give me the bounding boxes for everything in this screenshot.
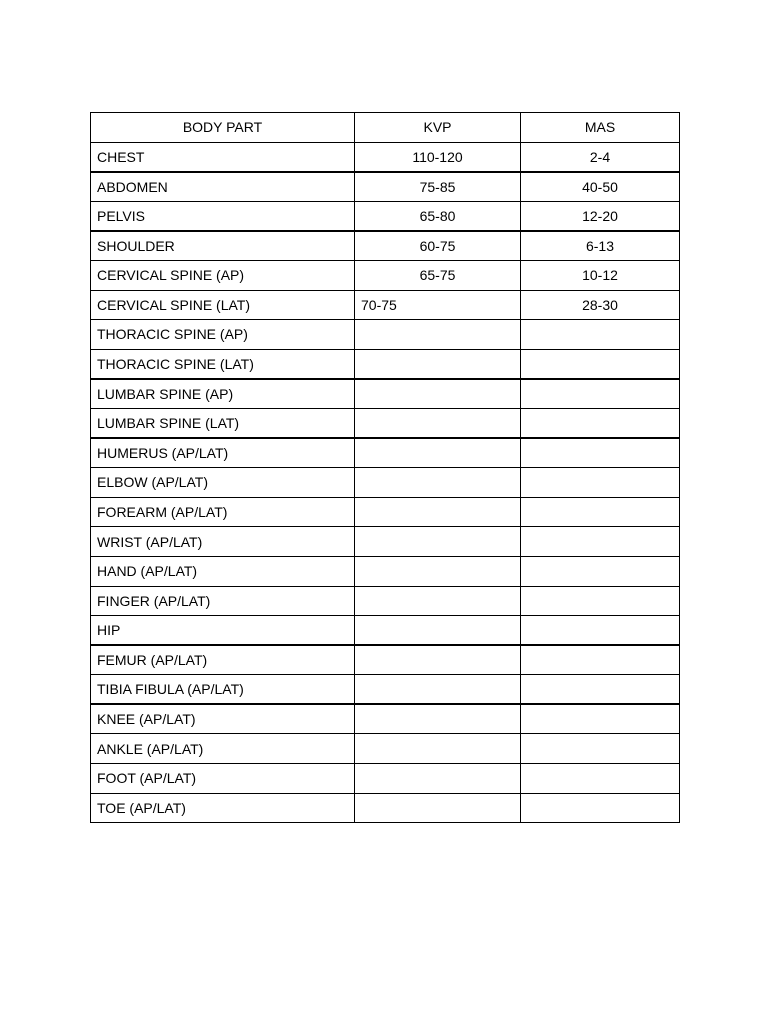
- table-row: [91, 556, 680, 586]
- mas-cell: 6-13: [521, 231, 680, 261]
- body-part-cell: ABDOMEN: [91, 172, 355, 202]
- table-row: [91, 645, 680, 675]
- table-row: [91, 793, 680, 823]
- table-row: [91, 616, 680, 646]
- table-row: [91, 290, 680, 320]
- mas-cell: [521, 704, 680, 734]
- mas-cell: [521, 586, 680, 616]
- body-part-cell: THORACIC SPINE (LAT): [91, 349, 355, 379]
- table-row: [91, 142, 680, 172]
- kvp-cell: 65-80: [355, 201, 521, 231]
- mas-cell: [521, 764, 680, 794]
- exposure-chart-table: [90, 112, 680, 823]
- body-part-cell: LUMBAR SPINE (AP): [91, 379, 355, 409]
- mas-cell: [521, 379, 680, 409]
- table-row: [91, 320, 680, 350]
- body-part-cell: HIP: [91, 616, 355, 646]
- kvp-cell: [355, 468, 521, 498]
- body-part-cell: CERVICAL SPINE (AP): [91, 260, 355, 290]
- body-part-cell: LUMBAR SPINE (LAT): [91, 408, 355, 438]
- mas-cell: [521, 497, 680, 527]
- table-row: [91, 734, 680, 764]
- kvp-cell: [355, 556, 521, 586]
- mas-cell: 10-12: [521, 260, 680, 290]
- body-part-cell: WRIST (AP/LAT): [91, 527, 355, 557]
- table-row: [91, 497, 680, 527]
- mas-cell: [521, 734, 680, 764]
- body-part-cell: THORACIC SPINE (AP): [91, 320, 355, 350]
- body-part-cell: CHEST: [91, 142, 355, 172]
- header-mas: MAS: [521, 113, 680, 143]
- kvp-cell: 70-75: [355, 290, 521, 320]
- mas-cell: [521, 675, 680, 705]
- kvp-cell: [355, 438, 521, 468]
- kvp-cell: [355, 704, 521, 734]
- table-row: [91, 349, 680, 379]
- mas-cell: 2-4: [521, 142, 680, 172]
- kvp-cell: 110-120: [355, 142, 521, 172]
- table-row: [91, 675, 680, 705]
- table-row: [91, 201, 680, 231]
- body-part-cell: TIBIA FIBULA (AP/LAT): [91, 675, 355, 705]
- mas-cell: [521, 408, 680, 438]
- mas-cell: [521, 527, 680, 557]
- table-row: [91, 172, 680, 202]
- body-part-cell: HUMERUS (AP/LAT): [91, 438, 355, 468]
- body-part-cell: TOE (AP/LAT): [91, 793, 355, 823]
- header-kvp: KVP: [355, 113, 521, 143]
- table-header-row: [91, 113, 680, 143]
- mas-cell: [521, 616, 680, 646]
- mas-cell: 12-20: [521, 201, 680, 231]
- kvp-cell: [355, 734, 521, 764]
- kvp-cell: [355, 586, 521, 616]
- kvp-cell: [355, 764, 521, 794]
- kvp-cell: [355, 349, 521, 379]
- table-row: [91, 379, 680, 409]
- body-part-cell: SHOULDER: [91, 231, 355, 261]
- kvp-cell: 75-85: [355, 172, 521, 202]
- mas-cell: [521, 438, 680, 468]
- kvp-cell: [355, 616, 521, 646]
- kvp-cell: [355, 645, 521, 675]
- mas-cell: [521, 349, 680, 379]
- body-part-cell: KNEE (AP/LAT): [91, 704, 355, 734]
- body-part-cell: FINGER (AP/LAT): [91, 586, 355, 616]
- table-row: [91, 231, 680, 261]
- kvp-cell: [355, 527, 521, 557]
- mas-cell: 40-50: [521, 172, 680, 202]
- mas-cell: [521, 556, 680, 586]
- kvp-cell: [355, 497, 521, 527]
- mas-cell: [521, 320, 680, 350]
- header-body-part: BODY PART: [91, 113, 355, 143]
- mas-cell: 28-30: [521, 290, 680, 320]
- body-part-cell: FEMUR (AP/LAT): [91, 645, 355, 675]
- kvp-cell: [355, 408, 521, 438]
- kvp-cell: [355, 675, 521, 705]
- table-row: [91, 408, 680, 438]
- body-part-cell: CERVICAL SPINE (LAT): [91, 290, 355, 320]
- table-row: [91, 260, 680, 290]
- kvp-cell: [355, 320, 521, 350]
- table-row: [91, 527, 680, 557]
- kvp-cell: [355, 379, 521, 409]
- mas-cell: [521, 645, 680, 675]
- table-row: [91, 586, 680, 616]
- body-part-cell: FOOT (AP/LAT): [91, 764, 355, 794]
- mas-cell: [521, 793, 680, 823]
- table-row: [91, 438, 680, 468]
- body-part-cell: ANKLE (AP/LAT): [91, 734, 355, 764]
- body-part-cell: ELBOW (AP/LAT): [91, 468, 355, 498]
- body-part-cell: FOREARM (AP/LAT): [91, 497, 355, 527]
- kvp-cell: 65-75: [355, 260, 521, 290]
- body-part-cell: HAND (AP/LAT): [91, 556, 355, 586]
- kvp-cell: 60-75: [355, 231, 521, 261]
- table-row: [91, 468, 680, 498]
- mas-cell: [521, 468, 680, 498]
- table-row: [91, 704, 680, 734]
- table-row: [91, 764, 680, 794]
- kvp-cell: [355, 793, 521, 823]
- body-part-cell: PELVIS: [91, 201, 355, 231]
